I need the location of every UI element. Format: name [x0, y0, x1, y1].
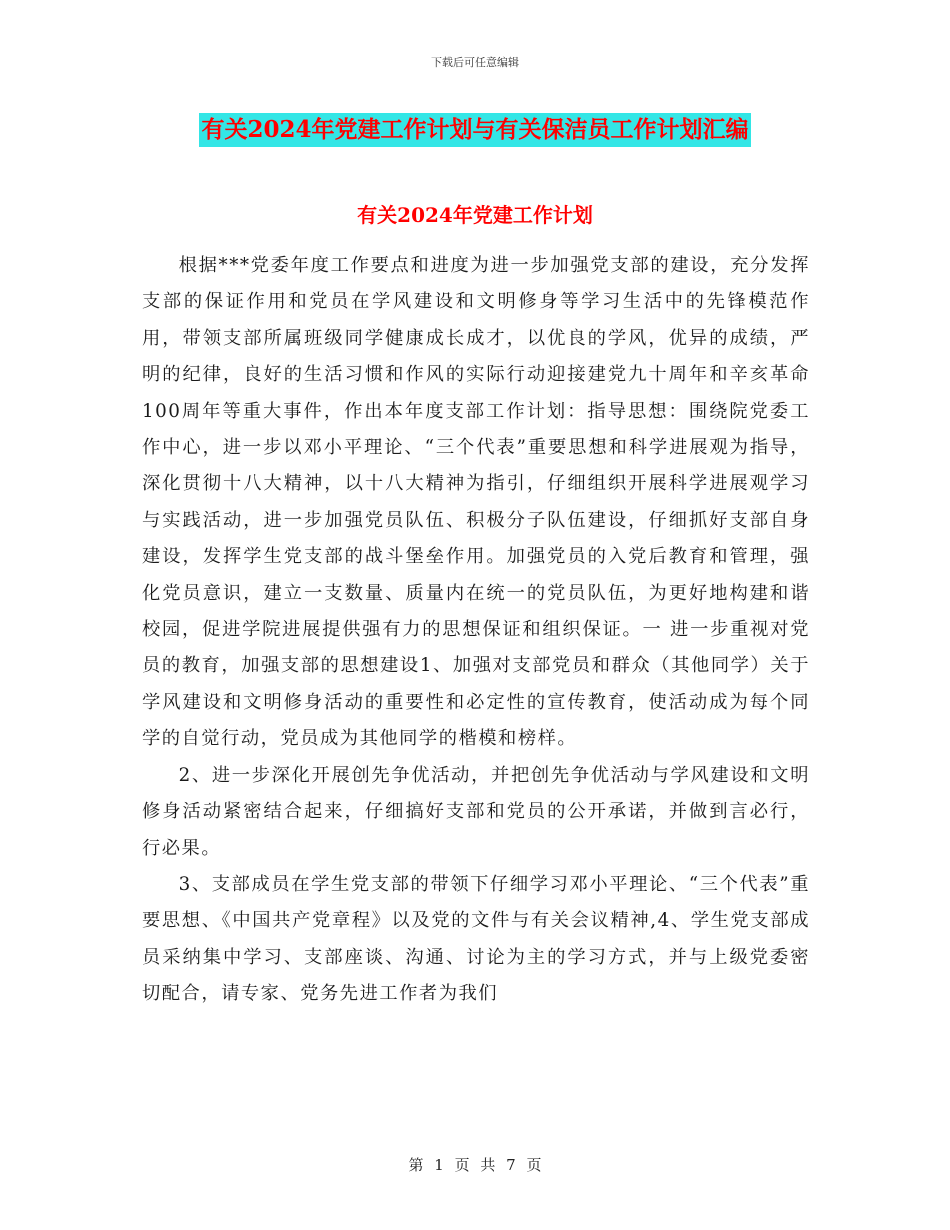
main-title: 有关2024年党建工作计划与有关保洁员工作计划汇编	[199, 113, 750, 147]
section-title: 有关2024年党建工作计划	[357, 203, 593, 227]
header-note: 下载后可任意编辑	[431, 56, 519, 69]
page-footer: 第 1 页 共 7 页	[408, 1156, 542, 1174]
main-title-wrap	[0, 113, 950, 147]
paragraph: 3、支部成员在学生党支部的带领下仔细学习邓小平理论、“三个代表”重要思想、《中国共产党章程》以及党的文件与有关会议精神,4、学生党支部成员采纳集中学习、支部座谈、沟通、讨论为主的学习方式，并与上级党委密切配合，请专家、党务先进工作者为我们	[142, 873, 810, 1005]
body-text	[142, 248, 810, 1013]
paragraph: 根据***党委年度工作要点和进度为进一步加强党支部的建设，充分发挥支部的保证作用和党员在学风建设和文明修身等学习生活中的先锋模范作用，带领支部所属班级同学健康成长成才，以优良的学风，优异的成绩，严明的纪律，良好的生活习惯和作风的实际行动迎接建党九十周年和辛亥革命100周年等重大事件，作出本年度支部工作计划：指导思想：围绕院党委工作中心，进一步以邓小平理论、“三个代表”重要思想和科学进展观为指导，深化贯彻十八大精神，以十八大精神为指引，仔细组织开展科学进展观学习与实践活动，进一步加强党员队伍、积极分子队伍建设，仔细抓好支部自身建设，发挥学生党支部的战斗堡垒作用。加强党员的入党后教育和管理，强化党员意识，建立一支数量、质量内在统一的党员队伍，为更好地构建和谐校园，促进学院进展提供强有力的思想保证和组织保证。一 进一步重视对党员的教育，加强支部的思想建设1、加强对支部党员和群众（其他同学）关于学风建设和文明修身活动的重要性和必定性的宣传教育，使活动成为每个同学的自觉行动，党员成为其他同学的楷模和榜样。	[142, 255, 810, 750]
paragraph: 2、进一步深化开展创先争优活动，并把创先争优活动与学风建设和文明修身活动紧密结合起来，仔细搞好支部和党员的公开承诺，并做到言必行，行必果。	[142, 764, 810, 859]
